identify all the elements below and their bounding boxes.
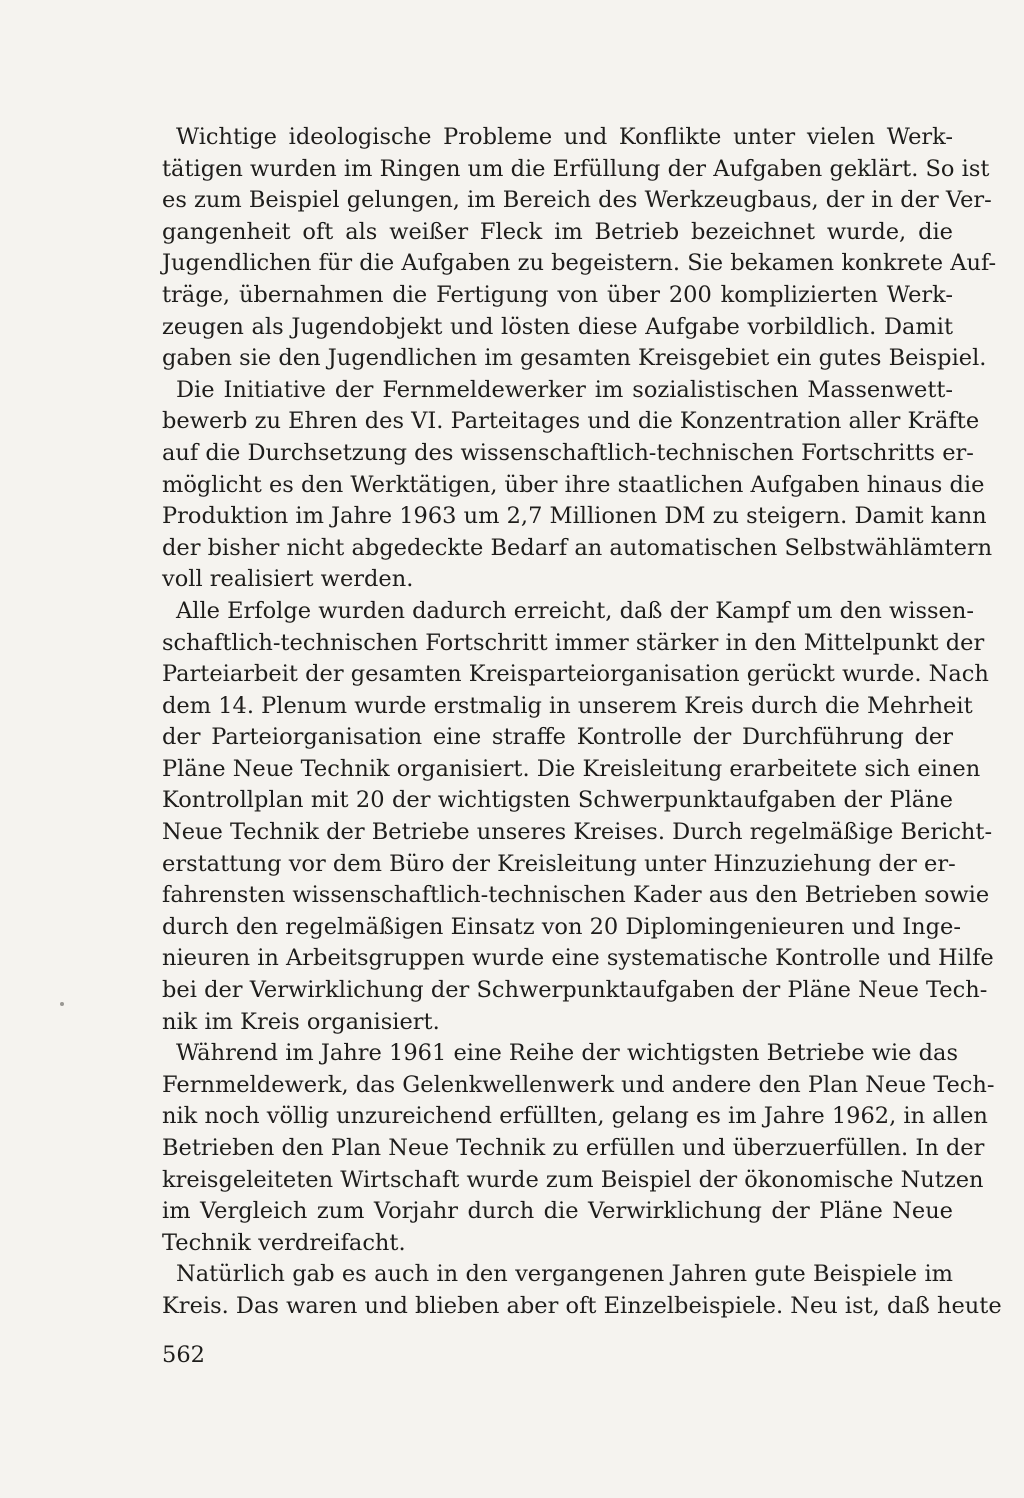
text-line: möglicht es den Werktätigen, über ihre staatlichen Aufgaben hinaus die — [162, 471, 985, 498]
body-text — [162, 122, 1002, 1323]
text-line: voll realisiert werden. — [162, 566, 414, 593]
text-line: nieuren in Arbeitsgruppen wurde eine systematische Kontrolle und Hilfe — [162, 945, 994, 972]
text-line: Kontrollplan mit 20 der wichtigsten Schwerpunktaufgaben der Pläne — [162, 787, 953, 814]
text-line: der Parteiorganisation eine straffe Kontrolle der Durchführung der — [162, 724, 953, 751]
text-line: Produktion im Jahre 1963 um 2,7 Millionen DM zu steigern. Damit kann — [162, 503, 987, 530]
text-line: Jugendlichen für die Aufgaben zu begeistern. Sie bekamen konkrete Auf- — [162, 250, 997, 277]
text-line: Technik verdreifacht. — [162, 1229, 406, 1256]
text-line: nik noch völlig unzureichend erfüllten, gelang es im Jahre 1962, in allen — [162, 1103, 988, 1130]
text-line: erstattung vor dem Büro der Kreisleitung unter Hinzuziehung der er- — [162, 850, 956, 877]
text-line: der bisher nicht abgedeckte Bedarf an automatischen Selbstwählämtern — [162, 534, 993, 561]
text-line: bewerb zu Ehren des VI. Parteitages und die Konzentration aller Kräfte — [162, 408, 980, 435]
text-line: Während im Jahre 1961 eine Reihe der wichtigsten Betriebe wie das — [176, 1040, 958, 1067]
text-line: schaftlich-technischen Fortschritt immer stärker in den Mittelpunkt der — [162, 629, 985, 656]
text-line: gaben sie den Jugendlichen im gesamten Kreisgebiet ein gutes Beispiel. — [162, 345, 987, 372]
text-line: im Vergleich zum Vorjahr durch die Verwirklichung der Pläne Neue — [162, 1198, 953, 1225]
text-line: gangenheit oft als weißer Fleck im Betrieb bezeichnet wurde, die — [162, 218, 953, 245]
text-line: Alle Erfolge wurden dadurch erreicht, daß der Kampf um den wissen- — [176, 597, 974, 624]
text-line: Parteiarbeit der gesamten Kreisparteiorganisation gerückt wurde. Nach — [162, 661, 989, 688]
page-number: 562 — [162, 1342, 205, 1368]
text-line: dem 14. Plenum wurde erstmalig in unserem Kreis durch die Mehrheit — [162, 692, 973, 719]
text-line: auf die Durchsetzung des wissenschaftlich-technischen Fortschritts er- — [162, 439, 974, 466]
text-line: Neue Technik der Betriebe unseres Kreises. Durch regelmäßige Bericht- — [162, 819, 993, 846]
text-line: es zum Beispiel gelungen, im Bereich des Werkzeugbaus, der in der Ver- — [162, 187, 992, 214]
print-speck — [60, 1002, 64, 1006]
text-line: Pläne Neue Technik organisiert. Die Kreisleitung erarbeitete sich einen — [162, 755, 981, 782]
text-line: tätigen wurden im Ringen um die Erfüllung der Aufgaben geklärt. So ist — [162, 155, 990, 182]
text-line: Kreis. Das waren und blieben aber oft Einzelbeispiele. Neu ist, daß heute — [162, 1292, 1002, 1319]
text-line: Betrieben den Plan Neue Technik zu erfüllen und überzuerfüllen. In der — [162, 1135, 985, 1161]
text-line: durch den regelmäßigen Einsatz von 20 Diplomingenieuren und Inge- — [162, 913, 961, 940]
text-line: Die Initiative der Fernmeldewerker im sozialistischen Massenwett- — [176, 376, 953, 403]
text-line: bei der Verwirklichung der Schwerpunktaufgaben der Pläne Neue Tech- — [162, 977, 988, 1004]
text-line: fahrensten wissenschaftlich-technischen Kader aus den Betrieben sowie — [162, 882, 990, 909]
text-line: Natürlich gab es auch in den vergangenen Jahren gute Beispiele im — [176, 1261, 953, 1288]
text-line: zeugen als Jugendobjekt und lösten diese Aufgabe vorbildlich. Damit — [162, 313, 953, 340]
text-line: Wichtige ideologische Probleme und Konflikte unter vielen Werk- — [176, 124, 953, 150]
text-line: träge, übernahmen die Fertigung von über 200 komplizierten Werk- — [162, 281, 953, 308]
text-line: Fernmeldewerk, das Gelenkwellenwerk und andere den Plan Neue Tech- — [162, 1071, 995, 1098]
text-line: kreisgeleiteten Wirtschaft wurde zum Beispiel der ökonomische Nutzen — [162, 1166, 984, 1193]
text-line: nik im Kreis organisiert. — [162, 1008, 440, 1035]
